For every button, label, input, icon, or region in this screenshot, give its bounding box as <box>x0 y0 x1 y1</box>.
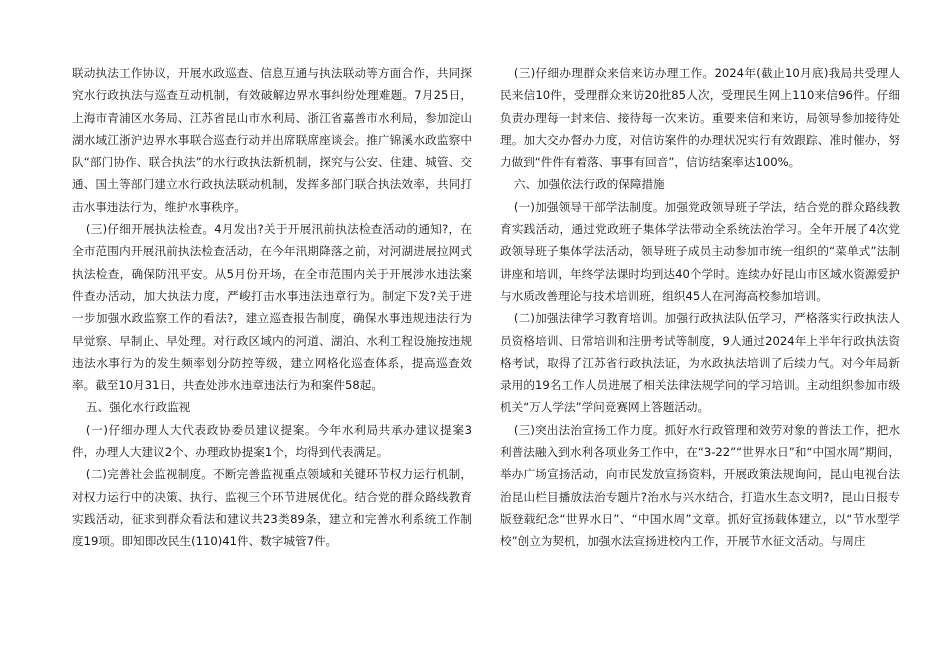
section-heading-5: 五、强化水行政监视 <box>85 400 191 415</box>
left-column <box>72 62 472 553</box>
paragraph-joint-enforcement: 联动执法工作协议，开展水政巡查、信息互通与执法联动等方面合作，共同探究水行政执法与巡查互动机制，有效破解边界水事纠纷处理难题。7月25日，上海市青浦区水务局、江苏省昆山市水利局、浙江省嘉善市水利局，参加淀山湖水域江浙沪边界水事联合巡查行动并出席联席座谈会。推广锦溪水政监察中队“部门协作、联合执法”的水行政执法新机制，探究与公安、住建、城管、交通、国土等部门建立水行政执法联动机制，发挥多部门联合执法效率，共同打击水事违法行为，维护水事秩序。 <box>72 66 472 214</box>
paragraph-letters-visits: (三)仔细办理群众来信来访办理工作。2024年(截止10月底)我局共受理人民来信10件，受理群众来访20批85人次，受理民生网上110来信96件。仔细负责办理每一封来信、接待每一次来访。重要来信和来访，局领导参加接待处理。加大交办督办力度，对信访案件的办理状况实行有效跟踪、准时催办，努力做到“件件有着落、事事有回音”，信访结案率达100%。 <box>500 66 900 170</box>
paragraph-legal-publicity: (三)突出法治宣扬工作力度。抓好水行政管理和效劳对象的普法工作，把水利普法融入到水利各项业务工作中，在“3-22”“世界水日”和“中国水周”期间，举办广场宣扬活动，向市民发放宣扬资料，开展政策法规询问，昆山电视台法治昆山栏目播放法治专题片?治水与兴水结合，打造水生态文明?，昆山日报专版登载纪念“世界水日”、“中国水周”文章。抓好宣扬载体建立，以“节水型学校”创立为契机，加强水法宣扬进校内工作，开展节水征文活动。与周庄 <box>500 422 900 549</box>
paragraph-leader-law-study: (一)加强领导干部学法制度。加强党政领导班子学法，结合党的群众路线教育实践活动，通过党政班子集体学法带动全系统法治学习。全年开展了4次党政领导班子集体学法活动，领导班子成员主动参加市统一组织的“菜单式”法制讲座和培训，年终学法课时均到达40个学时。连续办好昆山市区域水资源爱护与水质改善理论与技术培训班，组织45人在河海高校参加培训。 <box>500 199 900 303</box>
paragraph-legal-training: (二)加强法律学习教育培训。加强行政执法队伍学习，严格落实行政执法人员资格培训、日常培训和注册考试等制度，9人通过2024年上半年行政执法资格考试，取得了江苏省行政执法证，为水政执法培训了后续力气。对今年局新录用的19名工作人员进展了相关法律法规学问的学习培训。主动组织参加市级机关“万人学法”学问竞赛网上答题活动。 <box>500 311 900 415</box>
section-heading-6: 六、加强依法行政的保障措施 <box>513 177 665 192</box>
paragraph-social-supervision: (二)完善社会监视制度。不断完善监视重点领域和关键环节权力运行机制，对权力运行中的决策、执行、监视三个环节进展优化。结合党的群众路线教育实践活动，征求到群众看法和建议共23类89条，建立和完善水利系统工作制度19项。即知即改民生(110)41件、数字城管7件。 <box>72 467 472 549</box>
paragraph-npc-proposals: (一)仔细办理人大代表政协委员建议提案。今年水利局共承办建议提案3件，办理人大建议2个、办理政协提案1个，均得到代表满足。 <box>72 422 472 460</box>
right-column <box>500 62 900 553</box>
paragraph-enforcement-inspection: (三)仔细开展执法检查。4月发出?关于开展汛前执法检查活动的通知?，在全市范围内开展汛前执法检查活动，在今年汛期降落之前，对河湖进展拉网式执法检查，确保防汛平安。从5月份开场，在全市范围内关于开展涉水违法案件查办活动，加大执法力度，严峻打击水事违法违章行为。制定下发?关于进一步加强水政监察工作的看法?，建立巡查报告制度，确保水事违规违法行为早觉察、早制止、早处理。对行政区域内的河道、湖泊、水利工程设施按违规违法水事行为的发生频率划分防控等级，建立网格化巡查体系，提高巡查效率。截至10月31日，共查处涉水违章违法行为和案件58起。 <box>72 222 472 393</box>
